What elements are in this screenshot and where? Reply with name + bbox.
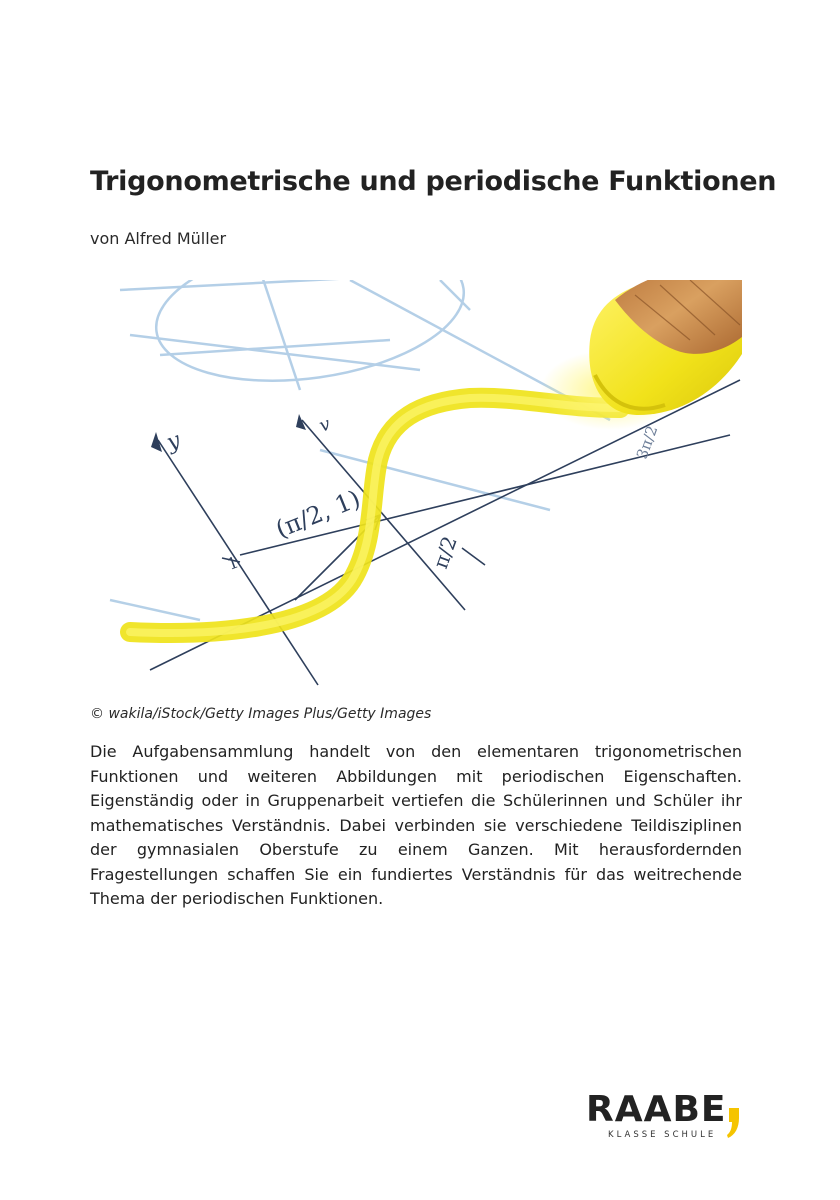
cover-photo [90,280,742,690]
abstract-paragraph: Die Aufgabensammlung handelt von den elementaren trigonometrischen Funktionen und weiteren Abbildungen mit periodischen Eigenschaften. Eigenständig oder in Gruppenarbeit vertiefen die Schülerinnen und Schüler ihr mathematisches Verständnis. Dabei verbinden sie verschiedene Teildisziplinen der gymnasialen Oberstufe zu einem Ganzen. Mit herausfordernden Fragestellungen schaffen Sie ein fundiertes Verständnis für das weitrechende Thema der periodischen Funktionen. [90,742,742,908]
axis-v-label: v [316,413,334,437]
x-tick-label: π/2 [428,532,462,572]
y-tick-label: 1 [224,552,241,574]
logo-tagline: KLASSE SCHULE [608,1130,717,1140]
axis-y-label: y [163,427,184,456]
image-credit: © wakila/iStock/Getty Images Plus/Getty Images [90,706,432,722]
point-label: (π/2, 1) [271,484,365,544]
raabe-logo [586,1090,746,1150]
crayon-icon [589,280,742,415]
document-title: Trigonometrische und periodische Funktionen [90,166,777,197]
logo-wordmark: RAABE [586,1089,727,1130]
far-tick-label: 3π/2 [632,423,662,462]
author-line: von Alfred Müller [90,229,227,248]
highlighter-curve [130,350,680,633]
logo-comma-icon [727,1108,739,1138]
